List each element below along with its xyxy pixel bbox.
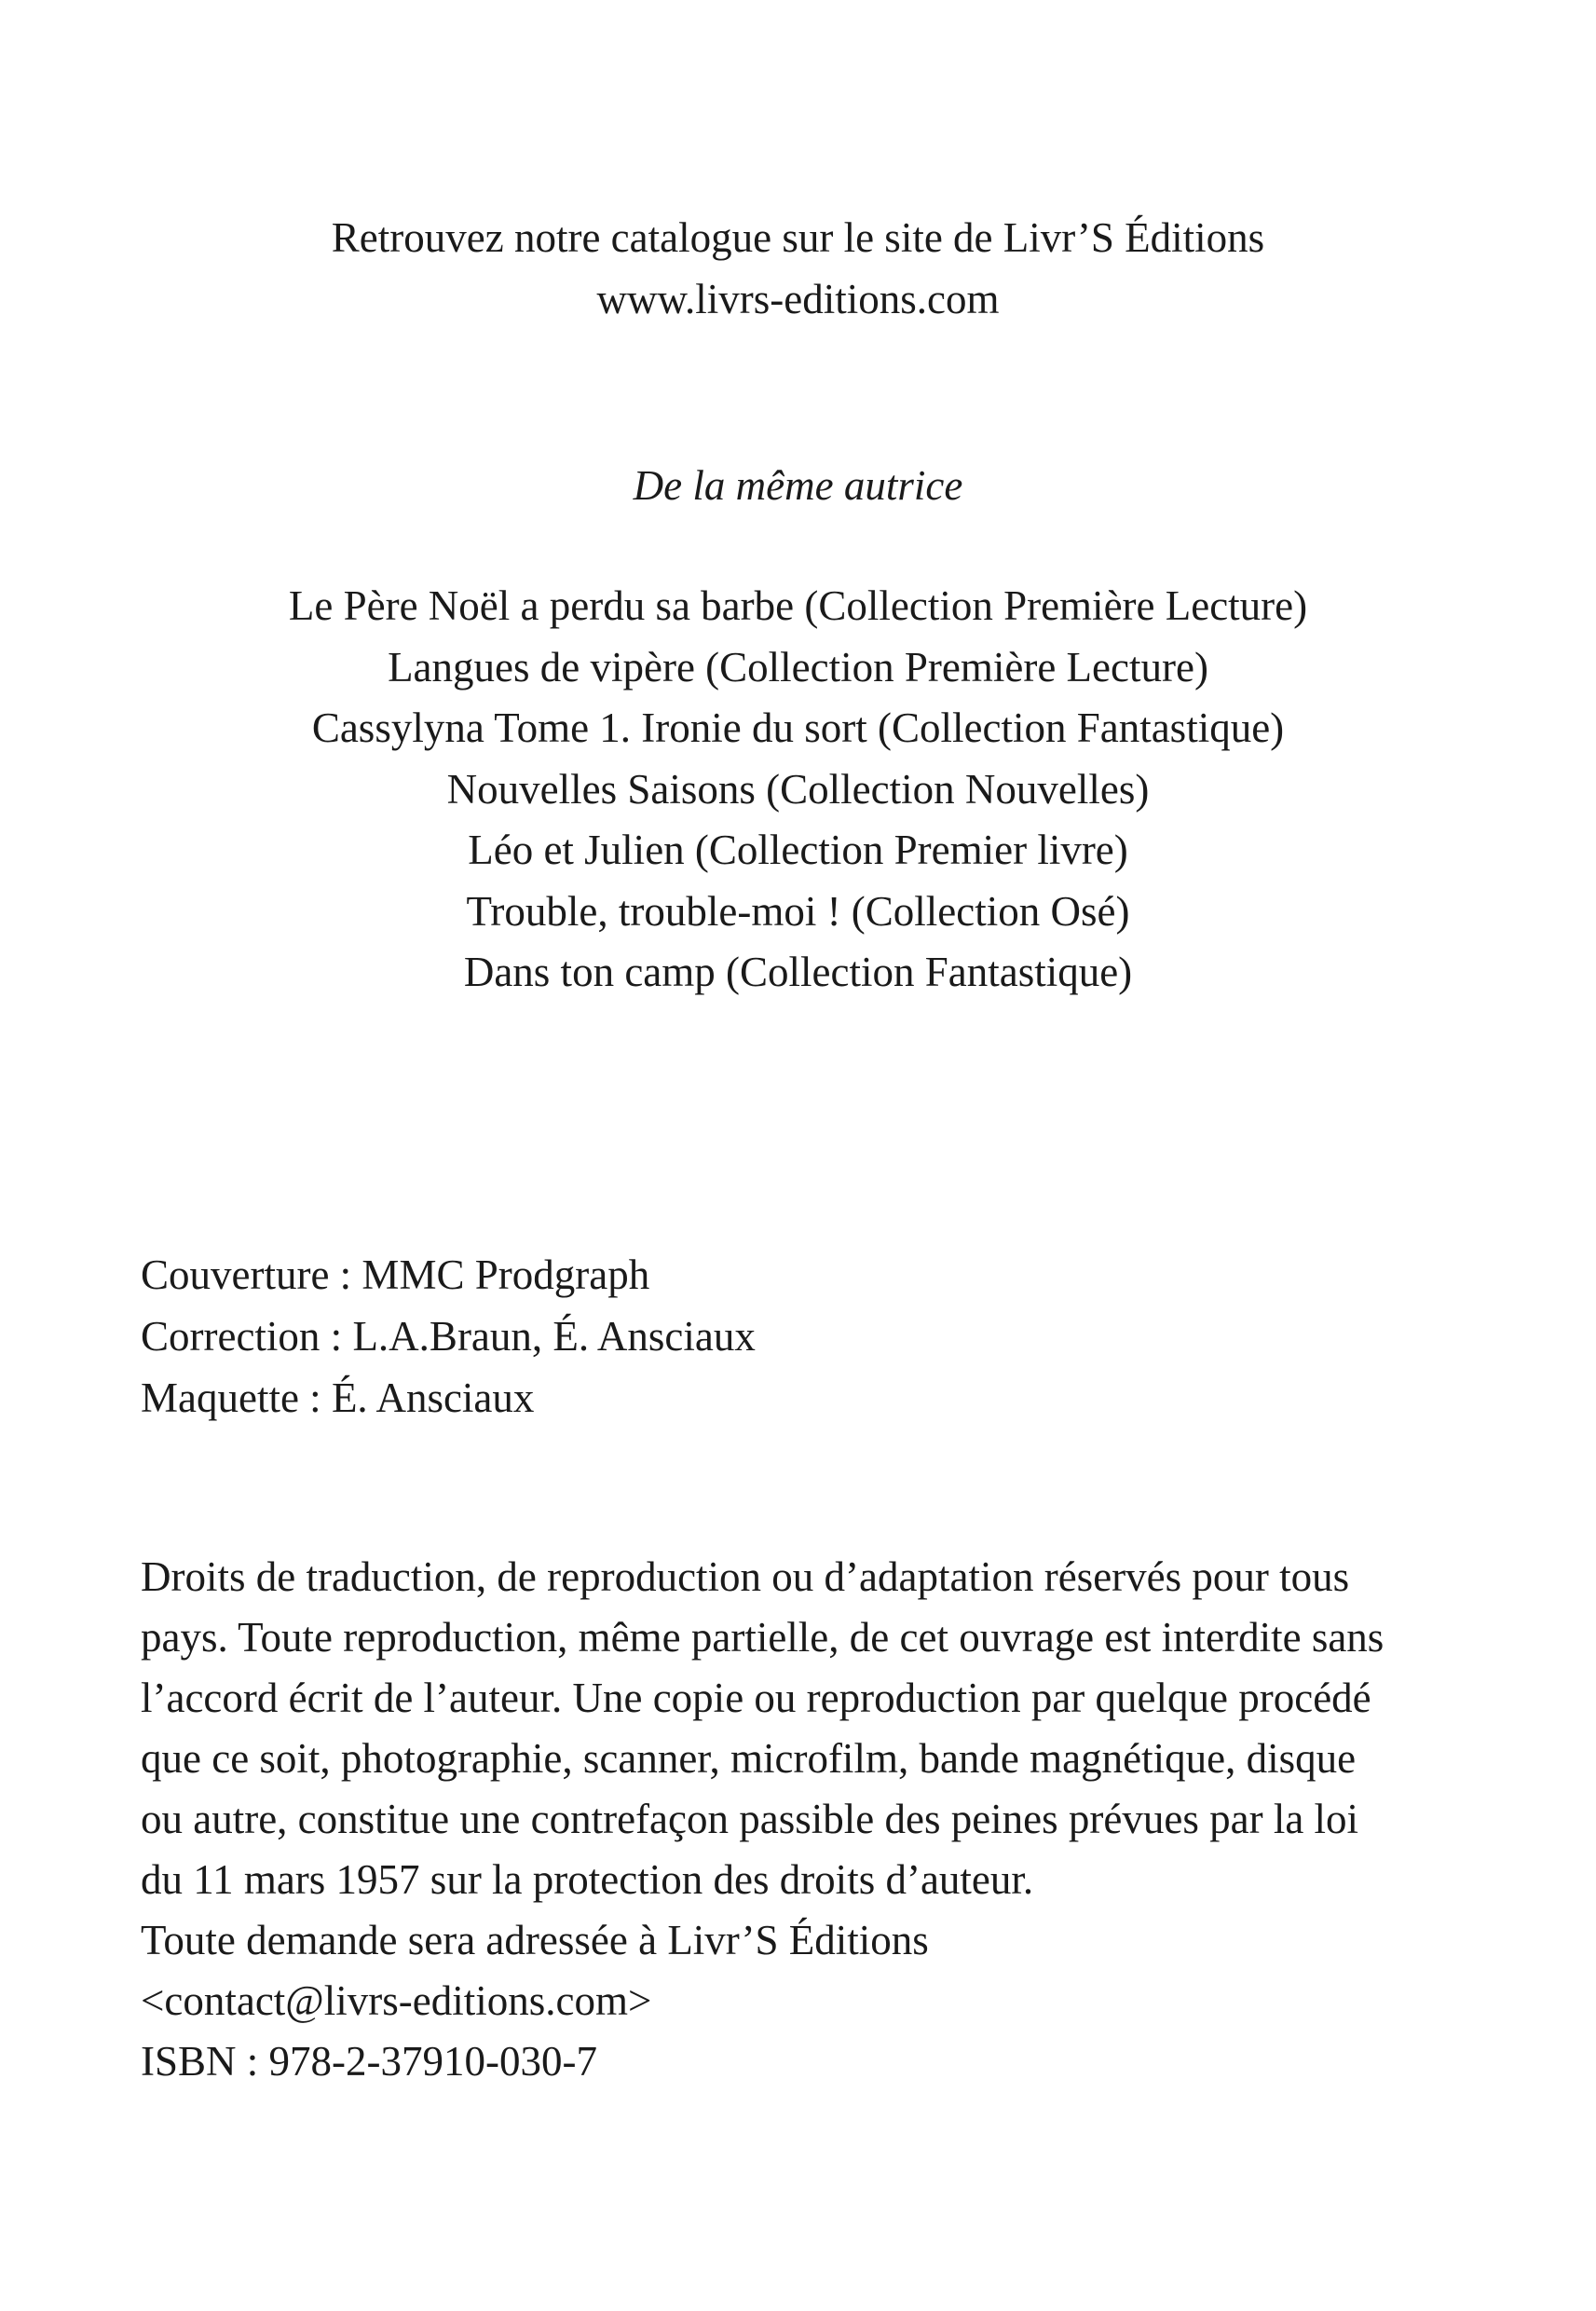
- rights-line: ou autre, constitue une contrefaçon passible des peines prévues par la loi: [141, 1796, 1359, 1842]
- credits-block: [141, 1244, 756, 1429]
- book-title: Le Père Noël a perdu sa barbe (Collection Première Lecture): [288, 582, 1308, 629]
- rights-line: du 11 mars 1957 sur la protection des droits d’auteur.: [141, 1856, 1034, 1903]
- isbn-line: ISBN : 978-2-37910-030-7: [141, 2038, 597, 2085]
- rights-line: l’accord écrit de l’auteur. Une copie ou reproduction par quelque procédé: [141, 1675, 1371, 1721]
- rights-notice: [141, 1547, 1389, 2092]
- rights-line: pays. Toute reproduction, même partielle, de cet ouvrage est interdite sans: [141, 1614, 1385, 1661]
- same-author-heading: De la même autrice: [633, 462, 963, 509]
- cover-credit: Couverture : MMC Prodgraph: [141, 1251, 650, 1298]
- contact-email: <contact@livrs-editions.com>: [141, 1977, 652, 2024]
- book-title: Léo et Julien (Collection Premier livre): [468, 827, 1128, 873]
- rights-paragraph: [141, 1547, 1389, 1910]
- book-title: Langues de vipère (Collection Première Lecture): [388, 643, 1208, 691]
- rights-line: Droits de traduction, de reproduction ou d’adaptation réservés pour tous: [141, 1553, 1350, 1600]
- same-author-book-list: [0, 576, 1596, 1004]
- catalogue-notice: [0, 207, 1596, 330]
- request-line: Toute demande sera adressée à Livr’S Éditions: [141, 1917, 929, 1963]
- rights-line: que ce soit, photographie, scanner, microfilm, bande magnétique, disque: [141, 1735, 1357, 1782]
- publisher-website: www.livrs-editions.com: [596, 276, 1000, 322]
- book-title: Trouble, trouble-moi ! (Collection Osé): [466, 887, 1130, 935]
- catalogue-text: Retrouvez notre catalogue sur le site de Livr’S Éditions: [331, 214, 1265, 261]
- book-title: Cassylyna Tome 1. Ironie du sort (Collection Fantastique): [311, 704, 1285, 751]
- layout-credit: Maquette : É. Ansciaux: [141, 1374, 535, 1421]
- book-title: Dans ton camp (Collection Fantastique): [463, 949, 1133, 995]
- correction-credit: Correction : L.A.Braun, É. Ansciaux: [141, 1313, 756, 1360]
- book-title: Nouvelles Saisons (Collection Nouvelles): [446, 765, 1150, 813]
